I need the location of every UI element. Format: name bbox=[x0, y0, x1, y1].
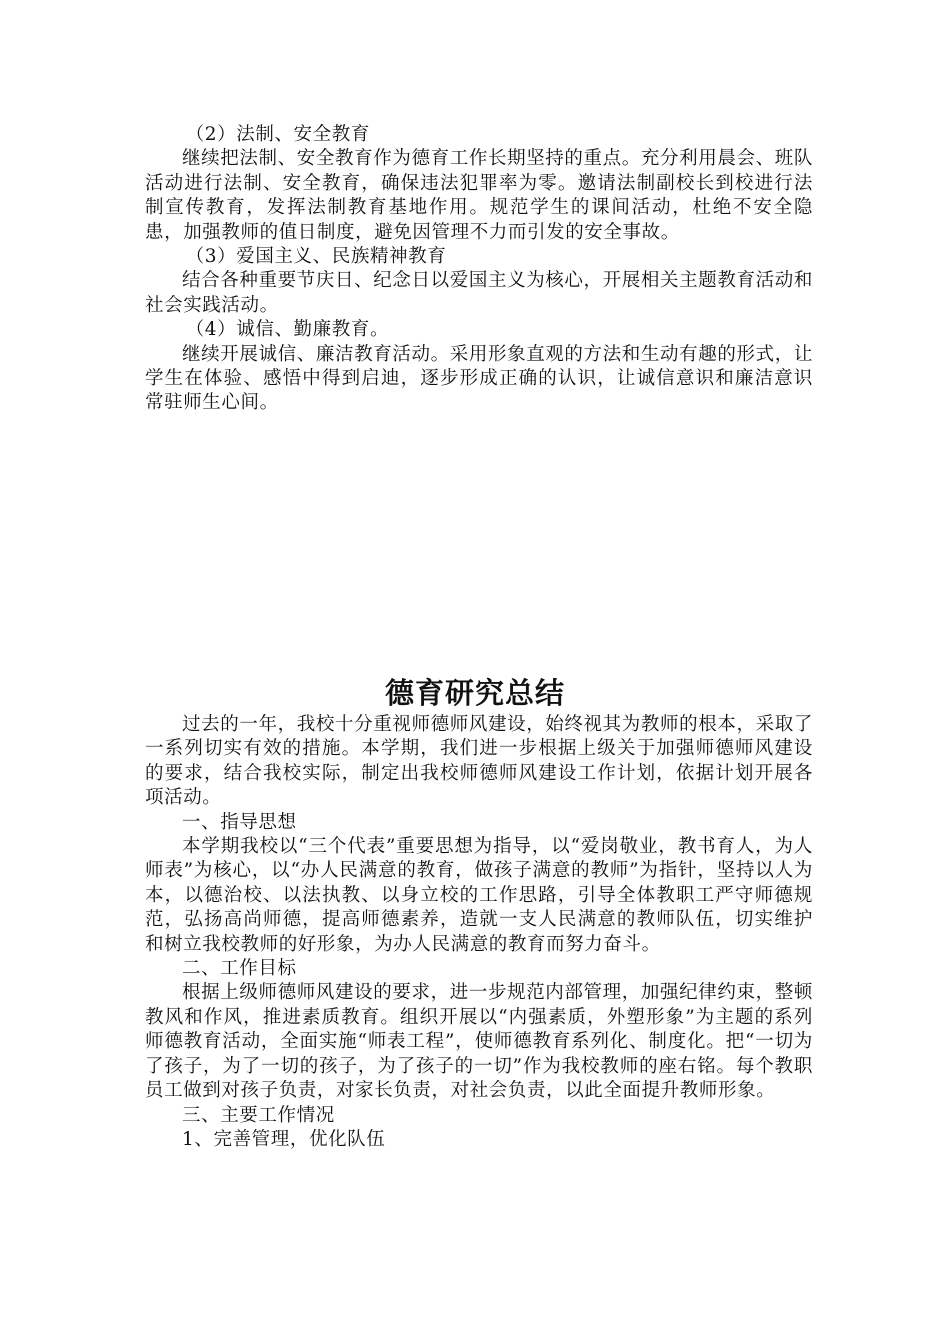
paragraph: 本学期我校以“三个代表”重要思想为指导，以“爱岗敬业，教书育人，为人师表”为核心，以“办人民满意的教育，做孩子满意的教师”为指针，坚持以人为本，以德治校、以法执教、以身立校的工作思路，引导全体教职工严守师德规范，弘扬高尚师德，提高师德素养，造就一支人民满意的教师队伍，切实维护和树立我校教师的好形象，为办人民满意的教育而努力奋斗。 bbox=[145, 836, 813, 955]
paragraph: 继续开展诚信、廉洁教育活动。采用形象直观的方法和生动有趣的形式，让学生在体验、感悟中得到启迪，逐步形成正确的认识，让诚信意识和廉洁意识常驻师生心间。 bbox=[145, 343, 813, 414]
section-heading: 二、工作目标 bbox=[182, 958, 297, 980]
subheading-integrity: （4）诚信、勤廉教育。 bbox=[185, 319, 390, 341]
document-title: 德育研究总结 bbox=[384, 676, 565, 710]
subheading-law-safety: （2）法制、安全教育 bbox=[185, 124, 370, 145]
paragraph: 继续把法制、安全教育作为德育工作长期坚持的重点。充分利用晨会、班队活动进行法制、安全教育，确保违法犯罪率为零。邀请法制副校长到校进行法制宣传教育，发挥法制教育基地作用。规范学生的课间活动，杜绝不安全隐患，加强教师的值日制度，避免因管理不力而引发的安全事故。 bbox=[145, 148, 813, 243]
section-heading: 一、指导思想 bbox=[182, 811, 297, 833]
subheading-patriotism: （3）爱国主义、民族精神教育 bbox=[185, 246, 447, 268]
paragraph: 根据上级师德师风建设的要求，进一步规范内部管理，加强纪律约束，整顿教风和作风，推进素质教育。组织开展以“内强素质，外塑形象”为主题的系列师德教育活动，全面实施“师表工程”，使师德教育系列化、制度化。把“一切为了孩子，为了一切的孩子，为了孩子的一切”作为我校教师的座右铭。每个教职员工做到对孩子负责，对家长负责，对社会负责，以此全面提升教师形象。 bbox=[145, 982, 813, 1102]
section-moral-summary bbox=[145, 713, 813, 1152]
paragraph: 过去的一年，我校十分重视师德师风建设，始终视其为教师的根本，采取了一系列切实有效的措施。本学期，我们进一步根据上级关于加强师德师风建设的要求，结合我校实际，制定出我校师德师风建设工作计划，依据计划开展各项活动。 bbox=[145, 714, 813, 809]
section-safety-education bbox=[145, 123, 813, 416]
subheading: 1、完善管理，优化队伍 bbox=[182, 1128, 386, 1150]
paragraph: 结合各种重要节庆日、纪念日以爱国主义为核心，开展相关主题教育活动和社会实践活动。 bbox=[145, 270, 813, 316]
section-heading: 三、主要工作情况 bbox=[182, 1104, 335, 1126]
